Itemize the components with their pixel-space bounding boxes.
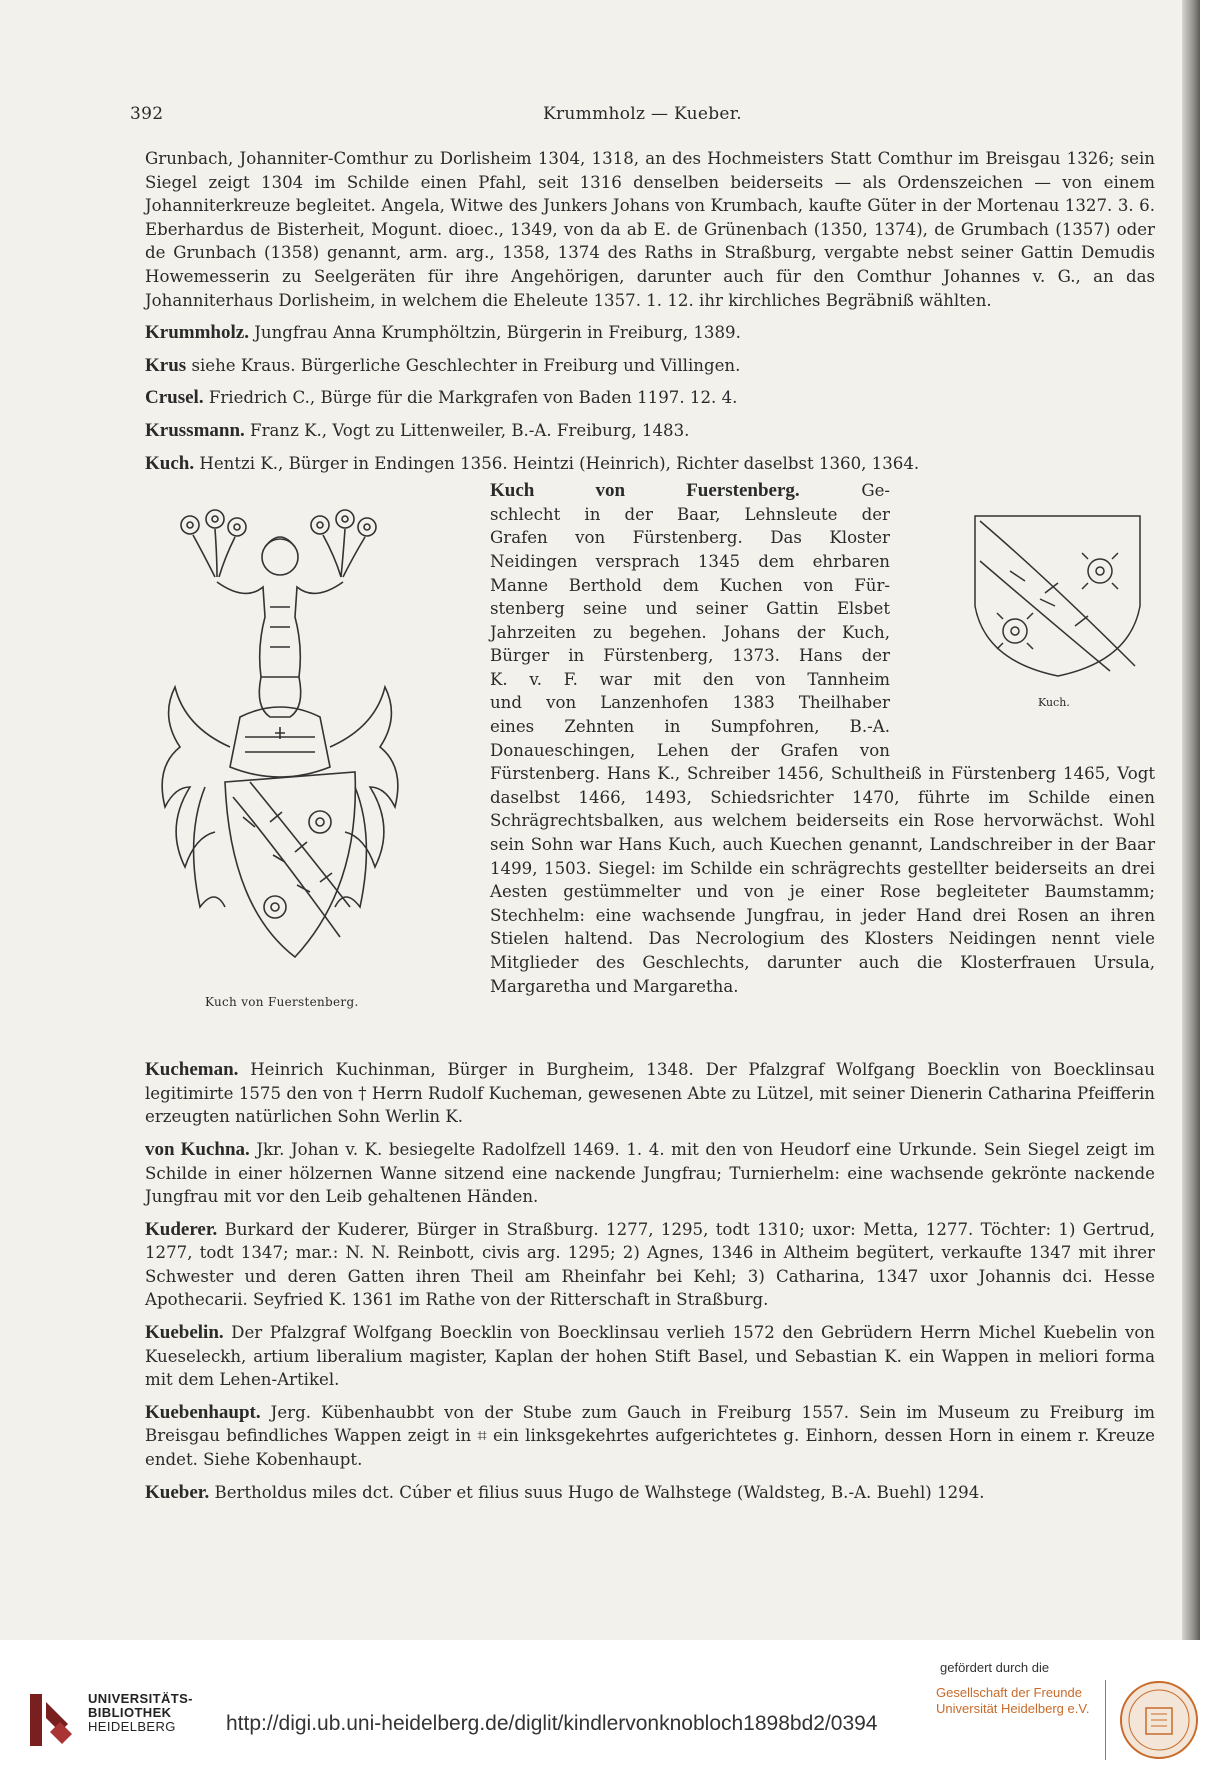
university-seal-icon: [1118, 1678, 1200, 1762]
entry-text: Jkr. Johan v. K. besiegelte Radolfzell 1469. 1. 4. mit den von Heudorf eine Urkunde. Sein Siegel zeigt im Schilde in einer hölzernen Wanne sitzend eine nackende Jungfrau; Turnierhelm: eine wachsende gekrönte nackende Jungfrau mit vor den Leib gehaltenen Händen.: [145, 1139, 1156, 1207]
sponsor-org-line2: Universität Heidelberg e.V.: [936, 1701, 1090, 1716]
lemma-kuebelin: Kuebelin.: [145, 1322, 224, 1344]
entry-text: Burkard der Kuderer, Bürger in Straßburg. 1277, 1295, todt 1310; uxor: Metta, 1277. Töchter: 1) Gertrud, 1277, todt 1347; mar.: N. N. Reinbott, civis arg. 1295; 2) Agnes, 1346 in Altheim begütert, verkaufte 1347 mit ihrer Schwester und deren Gatten ihren Theil am Rheinfahr bei Kehl; 3) Catharina, 1347 uxor Johannis dci. Hesse Apothecarii. Seyfried K. 1361 im Rathe von der Ritterschaft in Straßburg.: [145, 1219, 1155, 1310]
entry-kuderer: [145, 1218, 1155, 1312]
footer-divider: [1105, 1680, 1106, 1760]
text-line: Donaueschingen, Lehen der Grafen von: [490, 740, 890, 760]
entry-krummholz: [145, 321, 1155, 345]
entry-kucheman: [145, 1058, 1155, 1129]
text-line: eines Zehnten in Sumpfohren, B.-A.: [490, 717, 890, 737]
text-line: schlecht in der Baar, Lehnsleute der: [490, 504, 890, 524]
kuch-von-fuerstenberg-block: [145, 479, 1155, 1049]
entry-kuebenhaupt: [145, 1401, 1155, 1472]
entry-kuchna: [145, 1138, 1155, 1209]
lemma-crusel: Crusel.: [145, 387, 204, 409]
entry-text: Bertholdus miles dct. Cúber et filius suus Hugo de Walhstege (Waldsteg, B.-A. Buehl) 1294.: [209, 1482, 985, 1502]
entry-text: siehe Kraus. Bürgerliche Geschlechter in Freiburg und Villingen.: [186, 355, 741, 375]
text-line: Jahrzeiten zu begehen. Johans der Kuch,: [490, 622, 890, 642]
paragraph-grunbach: Grunbach, Johanniter-Comthur zu Dorlisheim 1304, 1318, an des Hochmeisters Statt Comthur im Breisgau 1326; sein Siegel zeigt 1304 im Schilde einen Pfahl, seit 1316 denselben beiderseits — als Ordenszeichen — von einem Johanniterkreuze begleitet. Angela, Witwe des Junkers Johans von Krumbach, kaufte Güter in der Mortenau 1327. 3. 6. Eberhardus de Bisterheit, Mogunt. dioec., 1349, von da ab E. de Grünenbach (1350, 1374), de Grumbach (1357) oder de Grunbach (1358) genannt, arm. arg., 1358, 1374 des Raths in Straßburg, vergabte nebst seiner Gattin Demudis Howemesserin zu Seelgeräten für ihre Angehörigen, darunter auch für den Comthur Johannes v. G., an das Johanniterhaus Dorlisheim, in welchem die Eheleute 1357. 1. 12. ihr kirchliches Begräbniß wählten.: [145, 149, 1155, 310]
entry-text: Franz K., Vogt zu Littenweiler, B.-A. Freiburg, 1483.: [244, 420, 690, 440]
entry-kuch: [145, 452, 1155, 476]
shield-caption: Kuch.: [1038, 696, 1070, 710]
library-line: BIBLIOTHEK: [88, 1705, 172, 1720]
lemma-kucheman: Kucheman.: [145, 1059, 239, 1081]
library-line: HEIDELBERG: [88, 1719, 176, 1734]
text-line: Manne Berthold dem Kuchen von Für-: [490, 575, 890, 595]
crest-illustration: [145, 487, 415, 1007]
sponsor-org-line1: Gesellschaft der Freunde: [936, 1685, 1082, 1700]
narrow-column: [490, 479, 890, 762]
kuch-von-fuerstenberg-text: [490, 479, 1155, 998]
lemma-krussmann: Krussmann.: [145, 419, 245, 441]
sponsor-block: [936, 1660, 1096, 1717]
library-name: [88, 1692, 193, 1734]
university-library-logo-icon: [28, 1692, 80, 1748]
entry-text: Jerg. Kübenhaubbt von der Stube zum Gauch in Freiburg 1557. Sein im Museum zu Freiburg im Breisgau befindliches Wappen zeigt in ⌗ ein linksgekehrtes aufgerichtetes g. Einhorn, dessen Horn in einem r. Kreuze endet. Siehe Kobenhaupt.: [145, 1402, 1155, 1470]
crest-caption: Kuch von Fuerstenberg.: [205, 995, 359, 1010]
entry-krussmann: [145, 419, 1155, 443]
text-line: [490, 479, 890, 503]
source-url-link[interactable]: http://digi.ub.uni-heidelberg.de/diglit/kindlervonknobloch1898bd2/0394: [226, 1712, 878, 1735]
entry-text: Hentzi K., Bürger in Endingen 1356. Heintzi (Heinrich), Richter daselbst 1360, 1364.: [194, 453, 920, 473]
lemma-kuch-von-fuerstenberg: Kuch von Fuerstenberg.: [490, 480, 800, 502]
entry-krus: [145, 354, 1155, 378]
entry-text: Der Pfalzgraf Wolfgang Boecklin von Boecklinsau verlieh 1572 den Gebrüdern Herrn Michel Kuebelin von Kueseleckh, artium liberalium magister, Kaplan der hohen Stift Basel, und Sebastian K. ein Wappen in meliori forma mit dem Lehen-Artikel.: [145, 1323, 1155, 1390]
lemma-kuch: Kuch.: [145, 452, 195, 474]
lemma-kuchna: von Kuchna.: [145, 1138, 250, 1160]
lemma-kuebenhaupt: Kuebenhaupt.: [145, 1401, 261, 1423]
lemma-kuderer: Kuderer.: [145, 1218, 218, 1240]
body-text: [145, 147, 1155, 1513]
page-number: 392: [130, 104, 164, 124]
entry-text: Jungfrau Anna Krumphöltzin, Bürgerin in Freiburg, 1389.: [248, 323, 741, 343]
rose-icon: [311, 510, 376, 577]
wide-column: Fürstenberg. Hans K., Schreiber 1456, Schultheiß in Fürstenberg 1465, Vogt daselbst 1466, 1493, Schiedsrichter 1470, führte im Schilde einen Schrägrechtsbalken, aus welchem beiderseits ein Rose hervorwächst. Wohl sein Sohn war Hans Kuch, auch Kuechen genannt, Landschreiber in der Baar 1499, 1503. Siegel: im Schilde ein schrägrechts gestellter beiderseits an drei Aesten gestümmelter und von je einer Rose begleiteter Baumstamm; Stechhelm: eine wachsende Jungfrau, in jeder Hand drei Rosen an ihren Stielen haltend. Das Necrologium des Klosters Neidingen nennt viele Mitglieder des Geschlechts, darunter auch die Klosterfrauen Ursula, Margaretha und Margaretha.: [490, 764, 1155, 996]
entry-text: Heinrich Kuchinman, Bürger in Burgheim, 1348. Der Pfalzgraf Wolfgang Boecklin von Boecklinsau legitimirte 1575 den von † Herrn Rudolf Kucheman, gewesenen Abte zu Lützel, mit seiner Dienerin Catharina Pfeifferin erzeugten natürlichen Sohn Werlin K.: [145, 1060, 1155, 1127]
text-line: und von Lanzenhofen 1383 Theilhaber: [490, 693, 890, 713]
text-line: Neidingen versprach 1345 dem ehrbaren: [490, 551, 890, 571]
entry-text: Friedrich C., Bürge für die Markgrafen von Baden 1197. 12. 4.: [203, 388, 738, 408]
lemma-krummholz: Krummholz.: [145, 322, 249, 344]
rose-icon: [181, 510, 246, 577]
sponsor-by: gefördert durch die: [940, 1660, 1050, 1675]
running-title: Krummholz — Kueber.: [542, 104, 743, 124]
lemma-kueber: Kueber.: [145, 1481, 210, 1503]
entry-kuebelin: [145, 1321, 1155, 1392]
book-spine-shadow: [1182, 0, 1200, 1640]
text-line: stenberg seine und seiner Gattin Elsbet: [490, 599, 890, 619]
entry-kueber: [145, 1481, 1155, 1505]
text-fragment: Ge-: [861, 481, 890, 501]
text-line: Bürger in Fürstenberg, 1373. Hans der: [490, 646, 890, 666]
text-line: Grafen von Fürstenberg. Das Kloster: [490, 528, 890, 548]
library-line: UNIVERSITÄTS-: [88, 1691, 193, 1706]
text-line: K. v. F. war mit den von Tannheim: [490, 669, 890, 689]
lemma-krus: Krus: [145, 354, 187, 376]
entry-crusel: [145, 386, 1155, 410]
